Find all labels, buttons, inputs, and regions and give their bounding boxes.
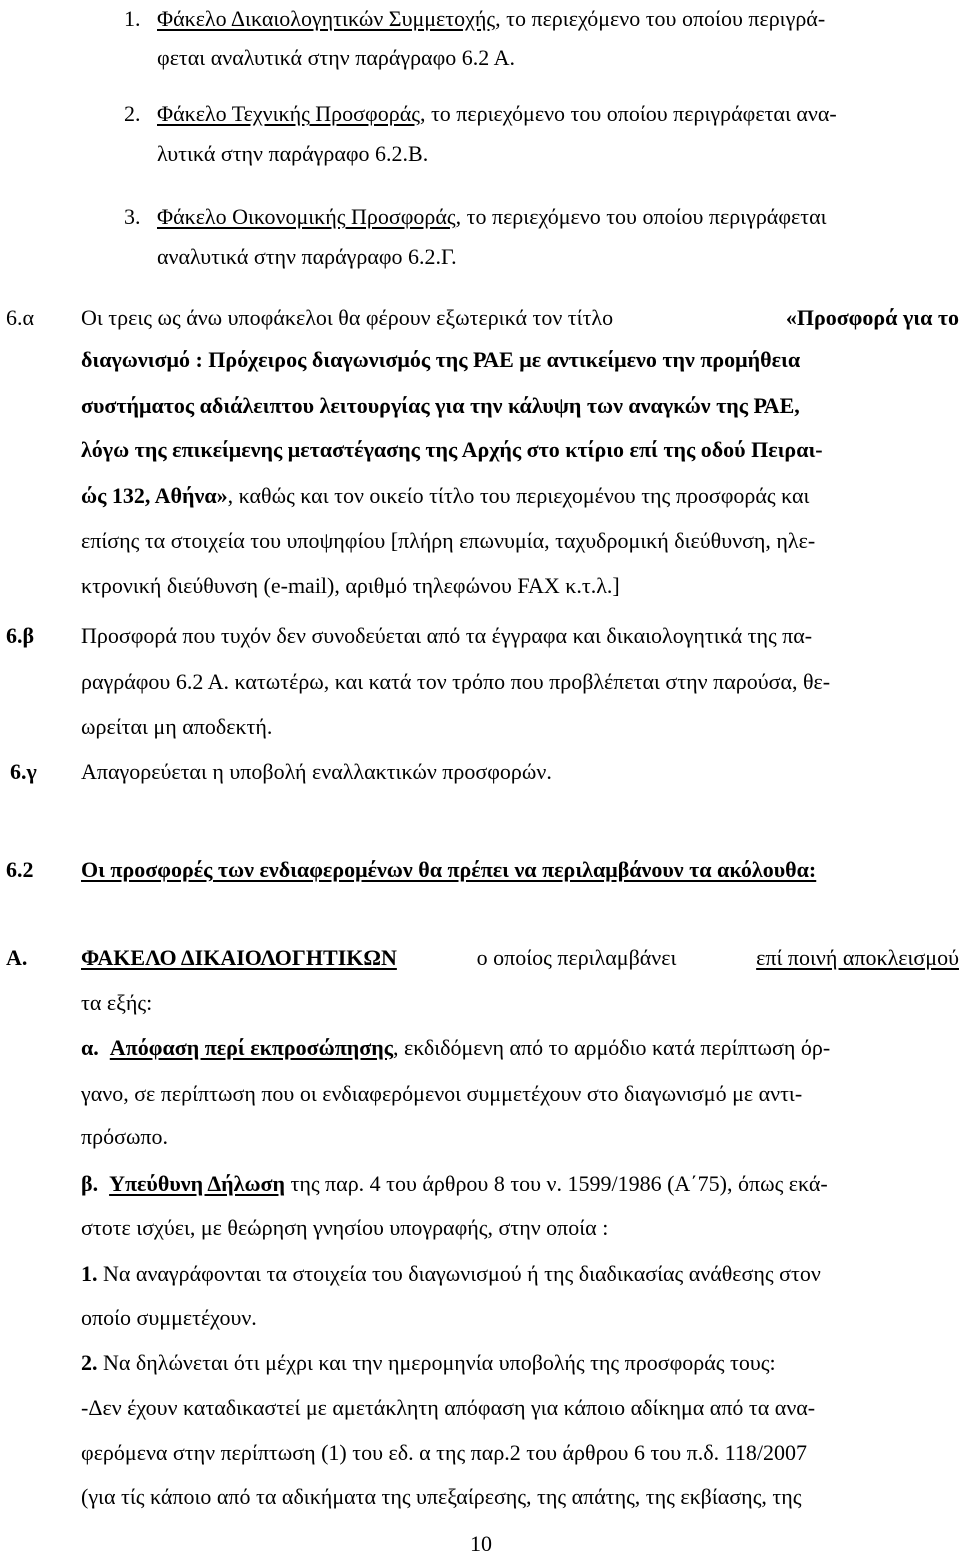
section-b-label: β.	[81, 1171, 99, 1196]
section-6a-line-1a: Οι τρεις ως άνω υποφάκελοι θα φέρουν εξωτερικά τον τίτλο	[81, 305, 614, 330]
section-A-line-2: τα εξής:	[81, 990, 153, 1015]
subitem-1-line-1-rest: Να αναγράφονται τα στοιχεία του διαγωνισμού ή της διαδικασίας ανάθεσης στον	[97, 1261, 821, 1286]
section-a-line-1-rest: , εκδιδόμενη από το αρμόδιο κατά περίπτωση όρ-	[393, 1035, 831, 1060]
subitem-1-line-1	[81, 1263, 821, 1285]
tail-line-1: -Δεν έχουν καταδικαστεί με αμετάκλητη απόφαση για κάποιο αδίκημα από τα ανα-	[81, 1395, 816, 1420]
page-number: 10	[470, 1531, 492, 1556]
item-1-text	[157, 8, 825, 30]
section-6b-line-1: Προσφορά που τυχόν δεν συνοδεύεται από τα έγγραφα και δικαιολογητικά της πα-	[81, 623, 813, 648]
section-6a-line-5a: ώς 132, Αθήνα»	[81, 483, 228, 508]
section-6a-line-5b: , καθώς και τον οικείο τίτλο του περιεχομένου της προσφοράς και	[227, 483, 810, 508]
section-A-mid: ο οποίος περιλαμβάνει	[476, 945, 677, 970]
tail-line-2: φερόμενα στην περίπτωση (1) του εδ. α της παρ.2 του άρθρου 6 του π.δ. 118/2007	[81, 1440, 807, 1465]
item-3-number: 3.	[124, 204, 141, 229]
section-6-2-title: Οι προσφορές των ενδιαφερομένων θα πρέπει να περιλαμβάνουν τα ακόλουθα:	[81, 857, 817, 882]
section-A-line-1	[81, 947, 959, 969]
section-6b-line-2: ραγράφου 6.2 Α. κατωτέρω, και κατά τον τρόπο που προβλέπεται στην παρούσα, θε-	[81, 669, 831, 694]
section-6a-line-4: λόγω της επικείμενης μεταστέγασης της Αρχής στο κτίριο επί της οδού Πειραι-	[81, 437, 823, 462]
item-2-number: 2.	[124, 101, 141, 126]
section-a-line-1	[81, 1037, 830, 1059]
section-6a-line-5	[81, 485, 809, 507]
subitem-2-label: 2.	[81, 1350, 98, 1375]
section-A-label: Α.	[6, 945, 28, 970]
section-6g-label: 6.γ	[10, 759, 37, 784]
item-1-line2: φεται αναλυτικά στην παράγραφο 6.2 Α.	[157, 45, 515, 70]
subitem-2-line-1-rest: Να δηλώνεται ότι μέχρι και την ημερομηνία υποβολής της προσφοράς τους:	[97, 1350, 776, 1375]
section-b-line-2: στοτε ισχύει, με θεώρηση γνησίου υπογραφής, στην οποία :	[81, 1215, 609, 1240]
item-3-rest: , το περιεχόμενο του οποίου περιγράφεται	[455, 204, 827, 229]
subitem-1-line-2: οποίο συμμετέχουν.	[81, 1305, 257, 1330]
section-a-label: α.	[81, 1035, 99, 1060]
section-a-line-2: γανο, σε περίπτωση που οι ενδιαφερόμενοι συμμετέχουν στο διαγωνισμό με αντι-	[81, 1081, 803, 1106]
section-6a-line-3: συστήματος αδιάλειπτου λειτουργίας για την κάλυψη των αναγκών της ΡΑΕ,	[81, 393, 800, 418]
section-b-title: Υπεύθυνη Δήλωση	[109, 1171, 285, 1196]
item-3-text	[157, 206, 827, 228]
item-1-title: Φάκελο Δικαιολογητικών Συμμετοχής	[157, 6, 496, 31]
section-b-line-1-rest: της παρ. 4 του άρθρου 8 του ν. 1599/1986 (Α΄75), όπως εκά-	[285, 1171, 828, 1196]
item-2-rest: , το περιεχόμενο του οποίου περιγράφεται ανα-	[419, 101, 837, 126]
section-6a-line-1	[81, 307, 959, 329]
subitem-2-line-1	[81, 1352, 776, 1374]
section-6a-line-1b: «Προσφορά για το	[785, 305, 959, 330]
section-6b-line-3: ωρείται μη αποδεκτή.	[81, 714, 273, 739]
item-3-title: Φάκελο Οικονομικής Προσφοράς	[157, 204, 456, 229]
item-2-text	[157, 103, 837, 125]
section-6b-label: 6.β	[6, 623, 35, 648]
section-a-line-3: πρόσωπο.	[81, 1124, 169, 1149]
section-A-exclusion: επί ποινή αποκλεισμού	[756, 945, 959, 970]
section-6g-line-1: Απαγορεύεται η υποβολή εναλλακτικών προσφορών.	[81, 759, 552, 784]
subitem-1-label: 1.	[81, 1261, 98, 1286]
section-6a-label: 6.α	[6, 305, 35, 330]
section-A-title: ΦΑΚΕΛΟ ΔΙΚΑΙΟΛΟΓΗΤΙΚΩΝ	[81, 945, 397, 970]
section-6a-line-2: διαγωνισμό : Πρόχειρος διαγωνισμός της ΡΑΕ με αντικείμενο την προμήθεια	[81, 347, 801, 372]
item-1-rest: , το περιεχόμενο του οποίου περιγρά-	[495, 6, 826, 31]
item-2-line2: λυτικά στην παράγραφο 6.2.Β.	[157, 141, 429, 166]
section-a-title: Απόφαση περί εκπροσώπησης	[109, 1035, 394, 1060]
section-6a-line-7: κτρονική διεύθυνση (e-mail), αριθμό τηλεφώνου FAX κ.τ.λ.]	[81, 573, 620, 598]
section-b-line-1	[81, 1173, 828, 1195]
item-1-number: 1.	[124, 6, 141, 31]
item-2-title: Φάκελο Τεχνικής Προσφοράς	[157, 101, 420, 126]
tail-line-3: (για τίς κάποιο από τα αδικήματα της υπεξαίρεσης, της απάτης, της εκβίασης, της	[81, 1484, 802, 1509]
section-6a-line-6: επίσης τα στοιχεία του υποψηφίου [πλήρη επωνυμία, ταχυδρομική διεύθυνση, ηλε-	[81, 528, 816, 553]
section-6-2-label: 6.2	[6, 857, 34, 882]
item-3-line2: αναλυτικά στην παράγραφο 6.2.Γ.	[157, 244, 457, 269]
